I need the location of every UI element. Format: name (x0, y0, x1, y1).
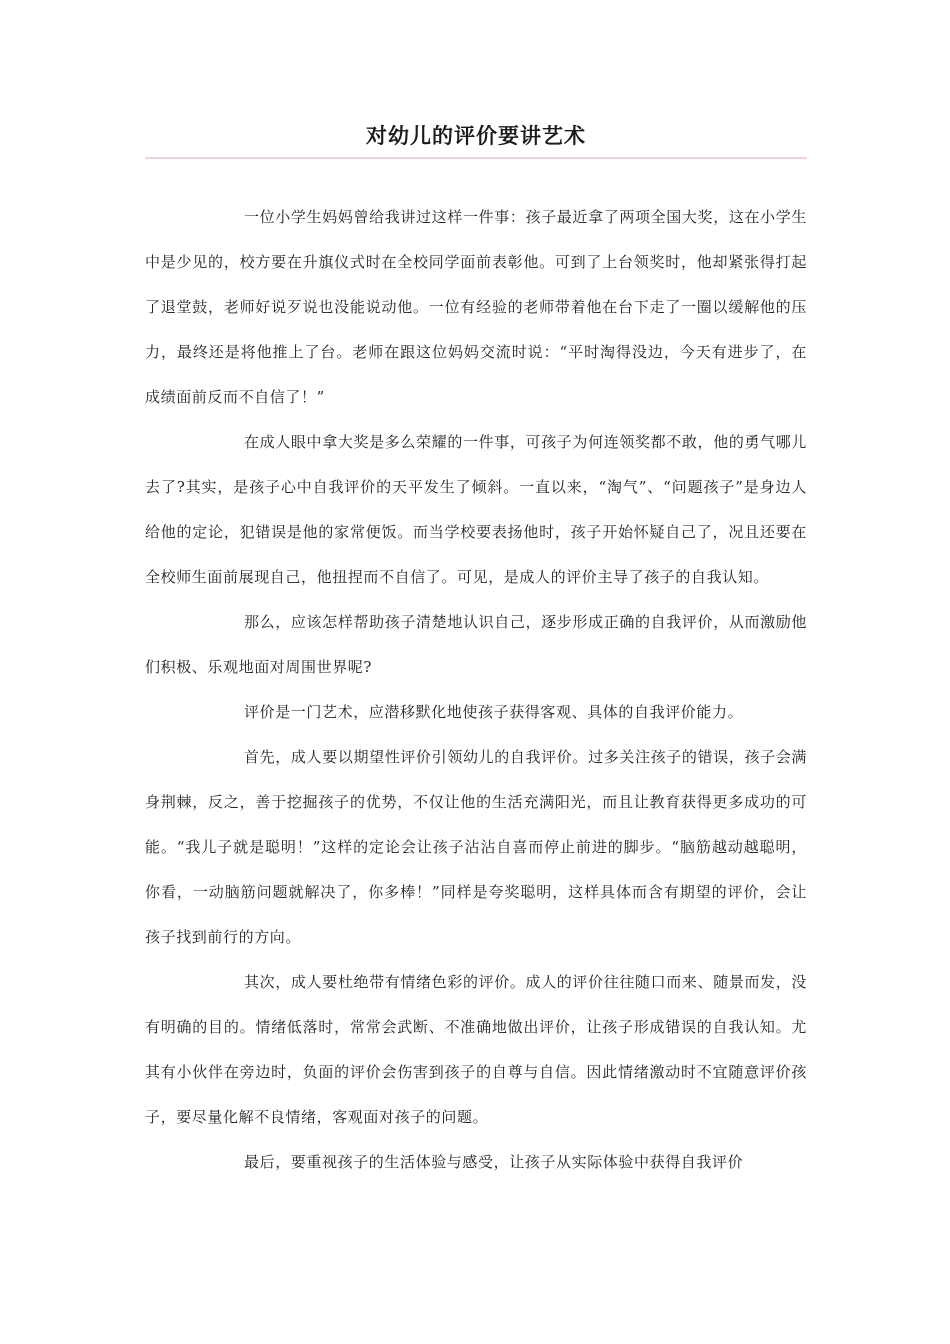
document-title: 对幼儿的评价要讲艺术 (366, 123, 586, 148)
title-divider (145, 157, 807, 159)
paragraph-6: 其次，成人要杜绝带有情绪色彩的评价。成人的评价往往随口而来、随景而发，没有明确的目的。情绪低落时，常常会武断、不准确地做出评价，让孩子形成错误的自我认知。尤其有小伙伴在旁边时，负面的评价会伤害到孩子的自尊与自信。因此情绪激动时不宜随意评价孩子，要尽量化解不良情绪，客观面对孩子的问题。 (145, 973, 807, 1126)
paragraph-1: 一位小学生妈妈曾给我讲过这样一件事：孩子最近拿了两项全国大奖，这在小学生中是少见的，校方要在升旗仪式时在全校同学面前表彰他。可到了上台领奖时，他却紧张得打起了退堂鼓，老师好说歹说也没能说动他。一位有经验的老师带着他在台下走了一圈以缓解他的压力，最终还是将他推上了台。老师在跟这位妈妈交流时说：“平时淘得没边，今天有进步了，在成绩面前反而不自信了！” (145, 208, 807, 406)
paragraph-7: 最后，要重视孩子的生活体验与感受，让孩子从实际体验中获得自我评价 (244, 1153, 744, 1171)
paragraph-3: 那么，应该怎样帮助孩子清楚地认识自己，逐步形成正确的自我评价，从而激励他们积极、乐观地面对周围世界呢? (145, 613, 807, 676)
paragraph-5: 首先，成人要以期望性评价引领幼儿的自我评价。过多关注孩子的错误，孩子会满身荆棘，反之，善于挖掘孩子的优势，不仅让他的生活充满阳光，而且让教育获得更多成功的可能。“我儿子就是聪明！”这样的定论会让孩子沾沾自喜而停止前进的脚步。“脑筋越动越聪明，你看，一动脑筋问题就解决了，你多棒！”同样是夸奖聪明，这样具体而含有期望的评价，会让孩子找到前行的方向。 (145, 748, 807, 946)
paragraph-2: 在成人眼中拿大奖是多么荣耀的一件事，可孩子为何连领奖都不敢，他的勇气哪儿去了?其实，是孩子心中自我评价的天平发生了倾斜。一直以来，“淘气”、“问题孩子”是身边人给他的定论，犯错误是他的家常便饭。而当学校要表扬他时，孩子开始怀疑自己了，况且还要在全校师生面前展现自己，他扭捏而不自信了。可见，是成人的评价主导了孩子的自我认知。 (145, 433, 807, 586)
paragraph-4: 评价是一门艺术，应潜移默化地使孩子获得客观、具体的自我评价能力。 (244, 703, 744, 721)
document-body (145, 195, 807, 1185)
